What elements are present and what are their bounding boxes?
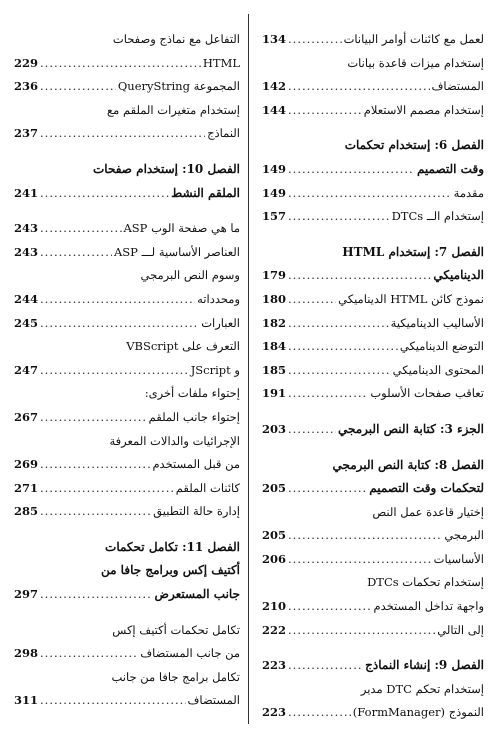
toc-page-number: 223 [262, 658, 287, 673]
toc-entry-title: الفصل 6: إستخدام تحكمات [344, 138, 484, 153]
toc-entry [14, 500, 240, 524]
dot-leader [288, 382, 368, 406]
toc-entry-title: لعمل مع كائنات أوامر البيانات [343, 32, 484, 46]
toc-heading [262, 264, 484, 288]
toc-entry [14, 619, 240, 643]
dot-leader [40, 182, 169, 206]
toc-entry-title: التوضع الديناميكي [399, 339, 484, 354]
toc-entry-title: الديناميكي [433, 268, 484, 283]
section-gap [262, 442, 484, 454]
toc-entry-title: المستضاف [187, 693, 240, 708]
dot-leader [288, 548, 432, 572]
toc-page-number: 311 [14, 693, 39, 708]
dot-leader [40, 217, 121, 241]
toc-heading [262, 477, 484, 501]
toc-entry [14, 453, 240, 477]
toc-entry [262, 595, 484, 619]
dot-leader [40, 75, 116, 99]
toc-entry [14, 666, 240, 690]
dot-leader [40, 453, 150, 477]
toc-page-number: 149 [262, 185, 287, 200]
toc-page-number: 205 [262, 481, 287, 496]
toc-entry-title: و JScript [190, 362, 240, 377]
toc-entry-title: إستخدام الــ DTCs [391, 209, 484, 224]
toc-entry-title: النماذج [207, 126, 240, 141]
toc-page-number: 267 [14, 409, 39, 424]
toc-entry-title: HTML [202, 55, 240, 70]
toc-entry [14, 122, 240, 146]
toc-entry-title: إحتواء جانب الملقم [148, 409, 240, 424]
dot-leader [288, 335, 398, 359]
toc-heading [14, 182, 240, 206]
toc-entry [262, 205, 484, 229]
toc-entry-title: المجموعة QueryString [117, 79, 240, 94]
toc-page-number: 182 [262, 315, 287, 330]
toc-page-number: 247 [14, 362, 39, 377]
toc-page-number: 206 [262, 551, 287, 566]
dot-leader [40, 288, 195, 312]
toc-entry [14, 359, 240, 383]
toc-entry-title: العبارات [201, 315, 240, 330]
toc-entry [14, 477, 240, 501]
toc-right-column [262, 28, 484, 725]
toc-entry-title: كائنات الملقم [175, 480, 240, 495]
toc-entry-title: البرمجي [444, 528, 484, 543]
toc-entry-title: الفصل 9: إنشاء النماذج [365, 658, 484, 673]
toc-entry-title: الملقم النشط [171, 185, 240, 200]
toc-left-column [14, 28, 240, 713]
toc-page-number: 245 [14, 315, 39, 330]
toc-page-number: 298 [14, 646, 39, 661]
toc-entry [262, 335, 484, 359]
toc-heading [14, 559, 240, 583]
dot-leader [40, 359, 189, 383]
toc-entry [262, 524, 484, 548]
toc-heading [262, 158, 484, 182]
toc-entry [262, 548, 484, 572]
dot-leader [288, 477, 367, 501]
toc-entry [14, 52, 240, 76]
toc-entry-title: الجزء 3: كتابة النص البرمجي [338, 421, 484, 436]
toc-entry [14, 312, 240, 336]
toc-entry [262, 619, 484, 643]
toc-page-number: 223 [262, 705, 287, 720]
toc-entry-title: الأساسيات [433, 551, 484, 566]
toc-entry [14, 642, 240, 666]
toc-heading [262, 241, 484, 265]
dot-leader [288, 524, 442, 548]
toc-entry-title: التعرف على VBScript [126, 339, 240, 354]
toc-page-number: 203 [262, 421, 287, 436]
toc-page-number: 222 [262, 622, 287, 637]
toc-heading [262, 454, 484, 478]
toc-entry [14, 288, 240, 312]
toc-entry [262, 182, 484, 206]
toc-heading [14, 158, 240, 182]
toc-entry [14, 430, 240, 454]
toc-entry-title: لتحكمات وقت التصميم [369, 481, 484, 496]
toc-entry-title: الإجرائيات والدالات المعرفة [109, 433, 240, 448]
toc-entry-title: أكتيف إكس وبرامج جافا من [100, 563, 240, 578]
toc-entry-title: الفصل 11: تكامل تحكمات [105, 539, 240, 554]
dot-leader [288, 619, 435, 643]
toc-entry [262, 678, 484, 702]
toc-entry [262, 382, 484, 406]
toc-entry-title: إستخدام تحكمات DTCs [367, 575, 484, 590]
dot-leader [40, 642, 138, 666]
toc-page-number: 244 [14, 291, 39, 306]
toc-page-number: 179 [262, 268, 287, 283]
dot-leader [288, 99, 362, 123]
toc-entry [14, 406, 240, 430]
toc-entry [14, 75, 240, 99]
toc-entry-title: إحتواء ملفات أخرى: [144, 386, 240, 401]
toc-entry-title: المستضاف [431, 79, 484, 94]
toc-page-number: 184 [262, 339, 287, 354]
toc-entry-title: من جانب المستضاف [140, 646, 240, 661]
toc-entry-title: ومحدداته [197, 291, 240, 306]
dot-leader [288, 158, 415, 182]
toc-entry-title: وقت التصميم [416, 161, 484, 176]
toc-entry-title: الفصل 10: إستخدام صفحات [93, 161, 240, 176]
toc-entry-title: تكامل برامج جافا من جانب [111, 669, 240, 684]
toc-page-number: 243 [14, 221, 39, 236]
dot-leader [288, 182, 452, 206]
dot-leader [288, 654, 363, 678]
toc-entry-title: تعاقب صفحات الأسلوب [370, 386, 484, 401]
dot-leader [288, 312, 389, 336]
toc-entry [262, 312, 484, 336]
section-gap [262, 642, 484, 654]
toc-entry-title: إستخدام متغيرات الملقم مع [107, 102, 240, 117]
dot-leader [288, 264, 431, 288]
dot-leader [288, 595, 371, 619]
toc-entry [262, 28, 484, 52]
toc-entry-title: إستخدام مصمم الاستعلام [363, 102, 484, 117]
toc-entry-title: مقدمة [453, 185, 484, 200]
toc-entry-title: تكامل تحكمات أكتيف إكس [112, 622, 240, 637]
dot-leader [40, 406, 147, 430]
dot-leader [40, 52, 201, 76]
toc-entry-title: المحتوى الديناميكي [392, 362, 484, 377]
dot-leader [40, 122, 205, 146]
toc-entry [262, 571, 484, 595]
toc-heading [262, 654, 484, 678]
toc-entry [262, 99, 484, 123]
toc-entry-title: الأساليب الديناميكية [390, 315, 484, 330]
dot-leader [288, 205, 390, 229]
toc-entry-title: إستخدام تحكم DTC مدير [360, 681, 484, 696]
toc-heading [262, 418, 484, 442]
toc-page-number: 271 [14, 480, 39, 495]
toc-page-number: 210 [262, 599, 287, 614]
toc-entry-title: إختيار قاعدة عمل النص [372, 504, 484, 519]
toc-entry [262, 701, 484, 725]
toc-entry [14, 217, 240, 241]
dot-leader [40, 500, 151, 524]
dot-leader [40, 477, 174, 501]
dot-leader [288, 359, 391, 383]
dot-leader [288, 701, 351, 725]
toc-page-number: 149 [262, 161, 287, 176]
section-gap [14, 607, 240, 619]
toc-heading [262, 134, 484, 158]
toc-page-number: 236 [14, 79, 39, 94]
toc-page-number: 285 [14, 504, 39, 519]
toc-page-number: 243 [14, 244, 39, 259]
toc-page-number: 205 [262, 528, 287, 543]
column-divider [248, 14, 249, 724]
toc-entry-title: العناصر الأساسية لـــ ASP [114, 244, 240, 259]
toc-page-number: 269 [14, 457, 39, 472]
dot-leader [40, 312, 199, 336]
section-gap [262, 122, 484, 134]
dot-leader [40, 583, 152, 607]
toc-page-number: 142 [262, 79, 287, 94]
toc-entry-title: نموذج كائن HTML الديناميكي [338, 291, 484, 306]
section-gap [262, 229, 484, 241]
section-gap [14, 146, 240, 158]
toc-entry-title: واجهة تداخل المستخدم [373, 599, 484, 614]
toc-entry [14, 335, 240, 359]
toc-entry [14, 264, 240, 288]
toc-page-number: 157 [262, 209, 287, 224]
toc-entry-title: إلى التالي [437, 622, 484, 637]
section-gap [262, 406, 484, 418]
toc-heading [14, 536, 240, 560]
toc-entry [262, 75, 484, 99]
dot-leader [288, 75, 430, 99]
section-gap [14, 524, 240, 536]
dot-leader [288, 288, 336, 312]
toc-entry-title: إدارة حالة التطبيق [153, 504, 240, 519]
toc-page-number: 229 [14, 55, 39, 70]
toc-page-number: 185 [262, 362, 287, 377]
toc-page-number: 237 [14, 126, 39, 141]
toc-heading [14, 583, 240, 607]
toc-entry-title: وسوم النص البرمجي [140, 268, 240, 283]
toc-page-number: 241 [14, 185, 39, 200]
toc-entry-title: إستخدام ميزات قاعدة بيانات [347, 55, 484, 70]
toc-entry [262, 52, 484, 76]
toc-page-number: 180 [262, 291, 287, 306]
toc-entry [14, 382, 240, 406]
toc-page-number: 144 [262, 102, 287, 117]
toc-entry [14, 241, 240, 265]
toc-entry [14, 689, 240, 713]
dot-leader [40, 689, 186, 713]
toc-entry-title: النموذج (FormManager) [352, 705, 484, 720]
toc-entry [262, 501, 484, 525]
toc-page-number: 297 [14, 587, 39, 602]
toc-page-number: 134 [262, 32, 287, 46]
toc-entry-title: من قبل المستخدم [152, 457, 240, 472]
toc-entry-title: التفاعل مع نماذج وصفحات [112, 32, 240, 46]
dot-leader [40, 241, 112, 265]
dot-leader [288, 418, 336, 442]
toc-entry [14, 28, 240, 52]
toc-entry [262, 288, 484, 312]
toc-entry [262, 359, 484, 383]
section-gap [14, 205, 240, 217]
toc-page-number: 191 [262, 386, 287, 401]
toc-entry [14, 99, 240, 123]
dot-leader [288, 28, 342, 52]
toc-entry-title: جانب المستعرض [154, 587, 240, 602]
toc-entry-title: الفصل 7: إستخدام HTML [342, 244, 484, 259]
toc-entry-title: الفصل 8: كتابة النص البرمجي [332, 457, 484, 472]
toc-entry-title: ما هي صفحة الوب ASP [123, 221, 240, 236]
